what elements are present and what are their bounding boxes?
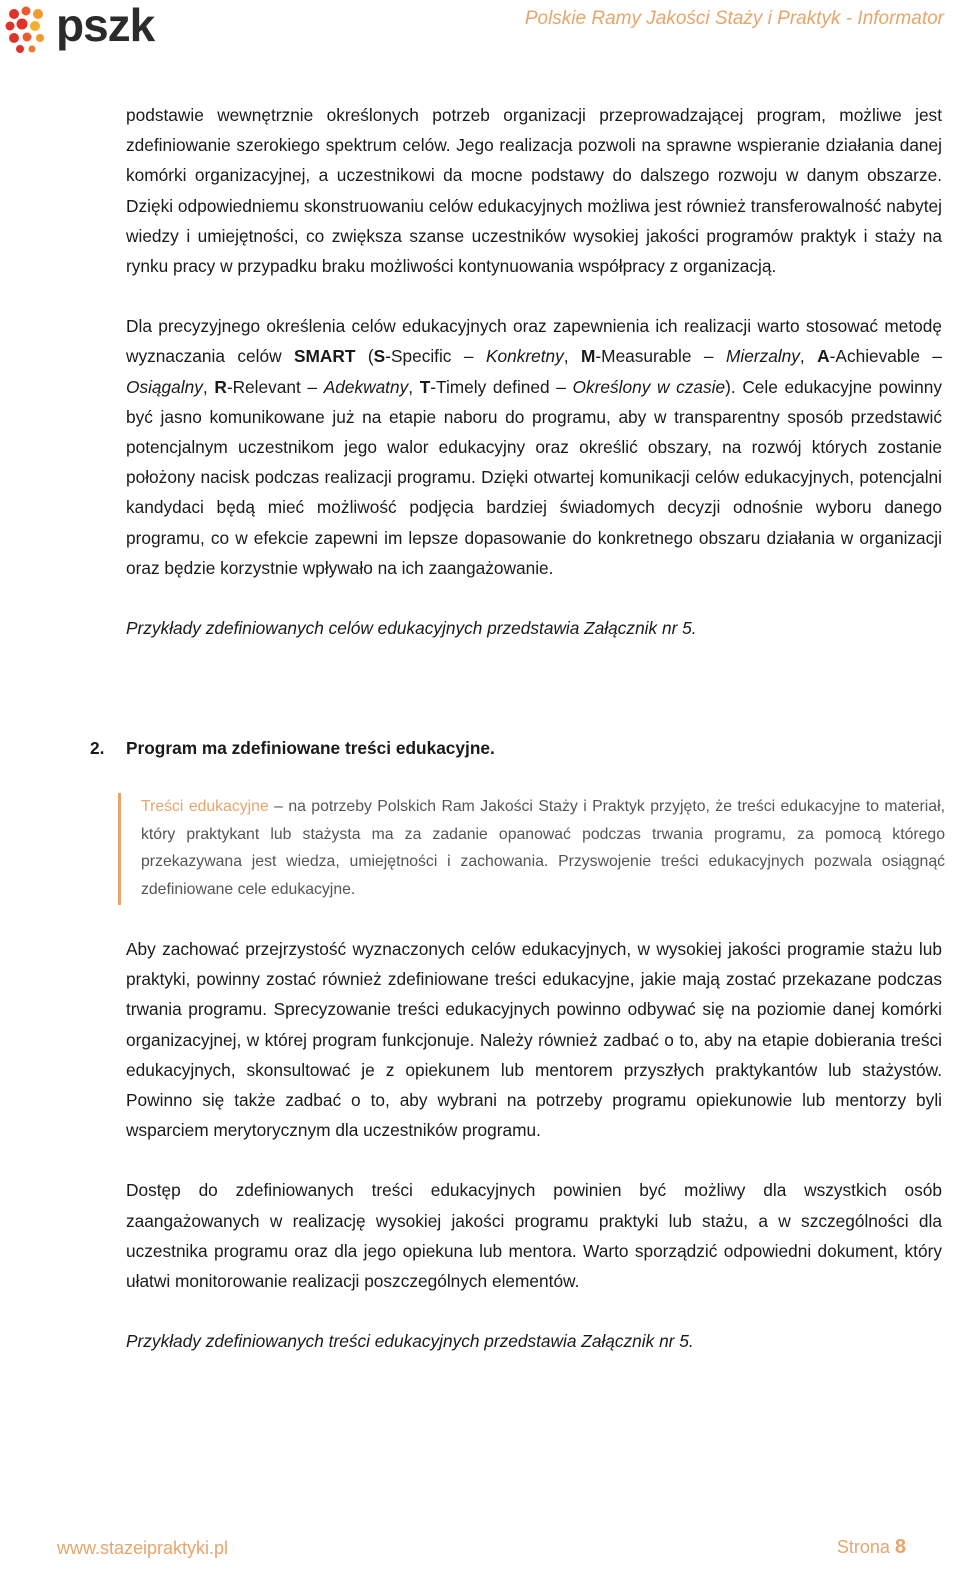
sep4: , [408, 376, 420, 397]
sep3: , [202, 376, 215, 397]
paragraph-examples-1: Przykłady zdefiniowanych celów edukacyjnych przedstawia Załącznik nr 5. [126, 618, 697, 639]
r-word: -Relevant – [226, 376, 324, 397]
page-label: Strona [836, 1537, 895, 1557]
footer-url-link[interactable]: www.stazeipraktyki.pl [57, 1538, 229, 1558]
p2-intro: Dla precyzyjnego określenia celów edukacyjnych oraz zapewnienia ich realizacji warto stosować metodę wyznaczania celów [126, 316, 942, 367]
smart-term: SMART [294, 346, 356, 367]
content-block-2 [126, 934, 942, 1356]
sep2: , [799, 346, 818, 367]
definition-callout [118, 793, 945, 905]
p2-paren: ( [355, 346, 374, 367]
page-header [0, 0, 960, 60]
heading-number: 2. [90, 738, 105, 758]
s-pl: Konkretny [485, 346, 564, 367]
header-title: Polskie Ramy Jakości Staży i Praktyk - Informator [524, 8, 944, 29]
logo-dots-icon [4, 4, 58, 58]
paragraph-smart [126, 311, 942, 583]
a-pl: Osiągalny [126, 376, 203, 397]
paragraph-5: Dostęp do zdefiniowanych treści edukacyjnych powinien być możliwy dla wszystkich osób zaangażowanych w realizację wysokiej jakości programu praktyki lub stażu, a w szczególności dla uczestnika programu oraz dla jego opiekuna lub mentora. Warto sporządzić odpowiedni dokument, który ułatwi monitorowanie realizacji poszczególnych elementów. [126, 1180, 942, 1292]
sep1: , [563, 346, 582, 367]
page-number-value: 8 [894, 1536, 906, 1558]
r-pl: Adekwatny [323, 376, 409, 397]
a-letter: A [817, 346, 830, 367]
paragraph-1: podstawie wewnętrznie określonych potrzeb organizacji przeprowadzającej program, możliwe jest zdefiniowanie szerokiego spektrum celów. Jego realizacja pozwoli na sprawne wspieranie działania danej komórki organizacyjnej, a uczestnikowi da mocne podstawy do dalszego rozwoju w danym obszarze. Dzięki odpowiedniemu skonstruowaniu celów edukacyjnych możliwa jest również transferowalność nabytej wiedzy i umiejętności, co zwiększa szanse uczestników wysokiej jakości programów praktyk i staży na rynku pracy w przypadku braku możliwości kontynuowania współpracy z organizacją. [126, 105, 942, 277]
pszk-logo [4, 0, 194, 56]
logo-text: pszk [56, 0, 155, 51]
callout-term: Treści edukacyjne [141, 798, 269, 815]
section-heading-2 [90, 733, 495, 763]
s-letter: S [373, 346, 386, 367]
a-word: -Achievable – [829, 346, 943, 367]
s-word: -Specific – [385, 346, 486, 367]
content-block-1 [126, 100, 942, 643]
t-letter: T [419, 376, 431, 397]
p2-rest: ). Cele edukacyjne powinny być jasno komunikowane już na etapie naboru do programu, aby w transparentny sposób przedstawić potencjalnym uczestnikom jego walor edukacyjny oraz określić obszary, na rozwój których zostanie położony nacisk podczas realizacji programu. Dzięki otwartej komunikacji celów edukacyjnych, potencjalni kandydaci będą mieć możliwość podjęcia bardziej świadomych decyzji odnośnie wyboru danego programu, co w efekcie zapewni im lepsze dopasowanie do konkretnego obszaru działania w organizacji oraz będzie korzystnie wpływało na ich zaangażowanie. [126, 376, 942, 578]
m-word: -Measurable – [595, 346, 726, 367]
paragraph-4: Aby zachować przejrzystość wyznaczonych celów edukacyjnych, w wysokiej jakości programie stażu lub praktyki, powinny zostać również zdefiniowane treści edukacyjne, jakie mają zostać przekazane podczas trwania programu. Sprecyzowanie treści edukacyjnych powinno odbywać się na poziomie danej komórki organizacyjnej, w której program funkcjonuje. Należy również zadbać o to, aby na etapie dobierania treści edukacyjnych, skonsultować je z opiekunem lub mentorem przyszłych praktykantów lub stażystów. Powinno się także zadbać o to, aby wybrani na potrzeby programu opiekunowie lub mentorzy byli wsparciem merytorycznym dla uczestników programu. [126, 939, 942, 1141]
m-pl: Mierzalny [725, 346, 800, 367]
r-letter: R [214, 376, 227, 397]
heading-text: Program ma zdefiniowane treści edukacyjne. [126, 738, 495, 758]
t-word: -Timely defined – [430, 376, 573, 397]
paragraph-examples-2: Przykłady zdefiniowanych treści edukacyjnych przedstawia Załącznik nr 5. [126, 1331, 694, 1352]
callout-body: – na potrzeby Polskich Ram Jakości Staży i Praktyk przyjęto, że treści edukacyjne to materiał, który praktykant lub stażysta ma za zadanie opanować podczas trwania programu, za pomocą którego przekazywana jest wiedza, umiejętności i zachowania. Przyswojenie treści edukacyjnych pozwala osiągnąć zdefiniowane cele edukacyjne. [141, 798, 945, 898]
m-letter: M [581, 346, 596, 367]
page-number [837, 1536, 906, 1559]
t-pl: Określony w czasie [572, 376, 726, 397]
callout-text [121, 793, 945, 903]
